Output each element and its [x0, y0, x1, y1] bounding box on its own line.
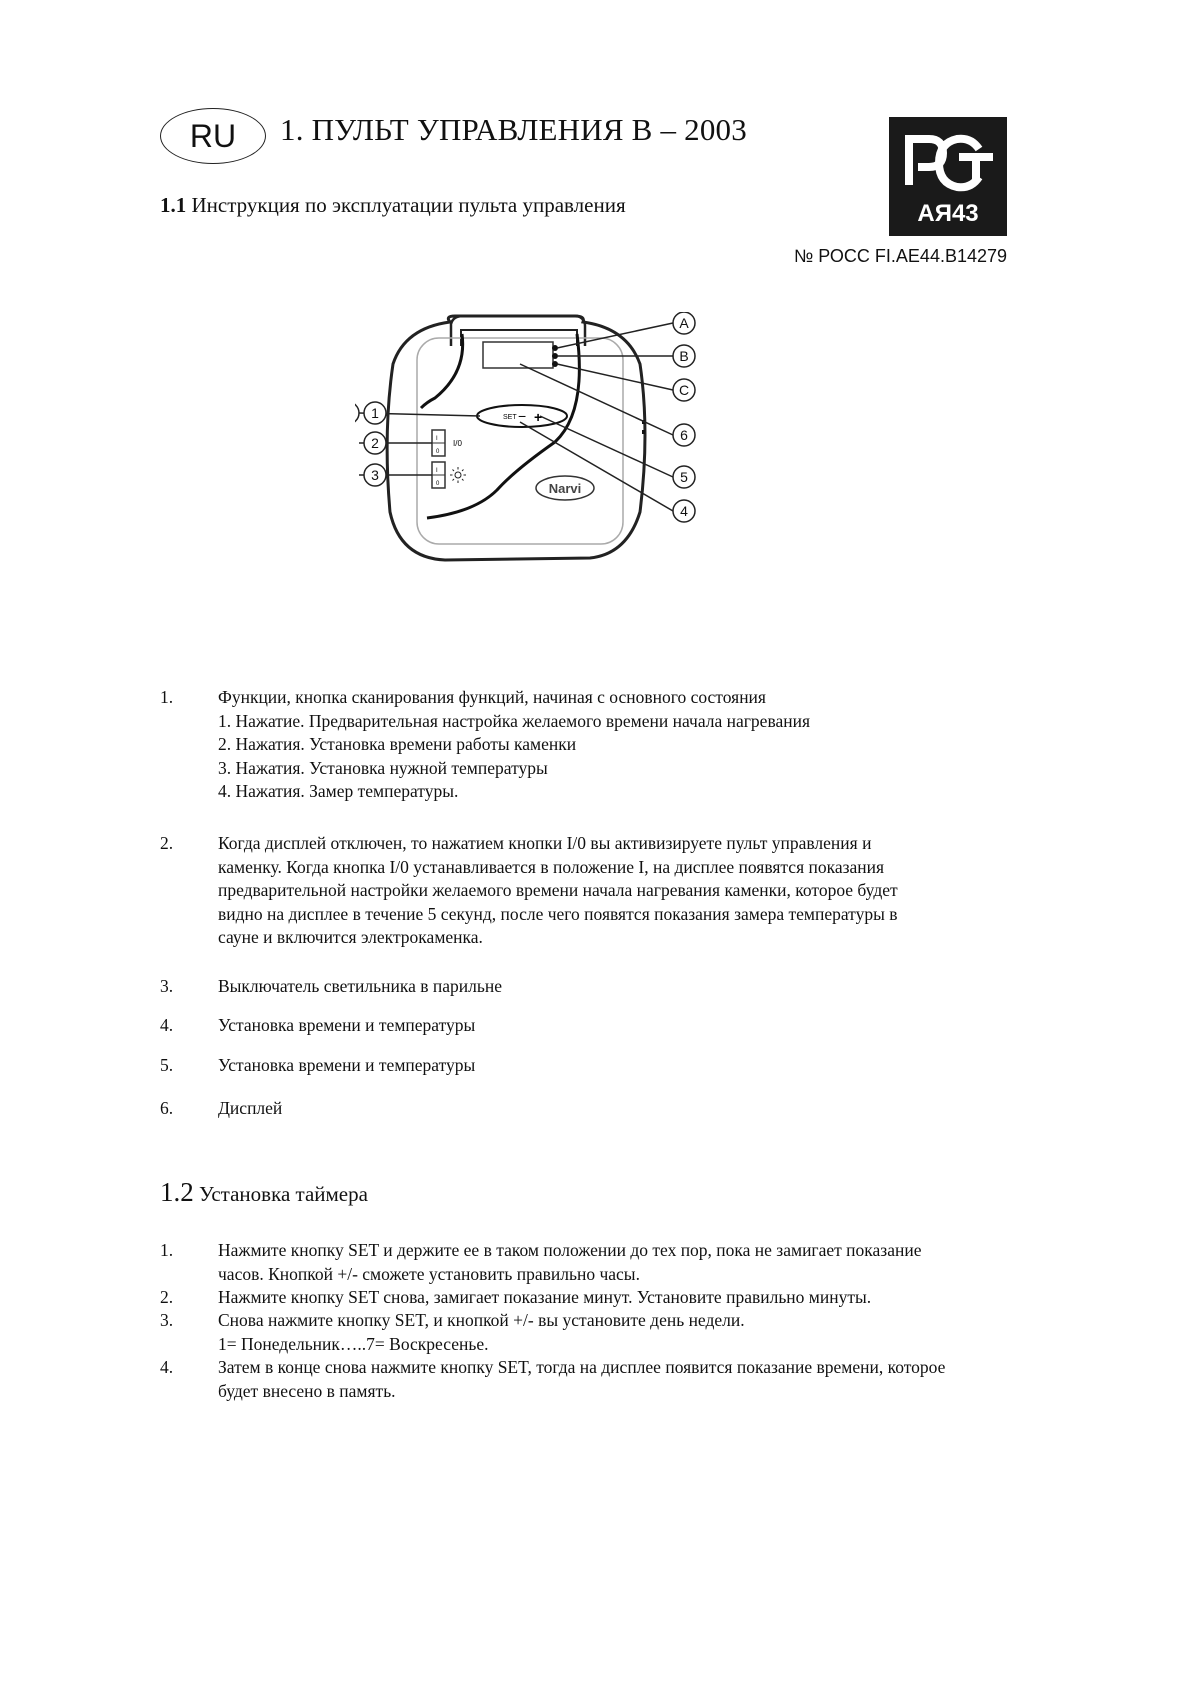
svg-text:3: 3 [371, 467, 379, 483]
certificate-number: № РОСС FI.AE44.B14279 [794, 246, 1008, 266]
power-switch-on: I [436, 436, 438, 442]
section-1-number: 1.1 [160, 193, 187, 217]
svg-text:2: 2 [371, 435, 379, 451]
svg-text:5: 5 [680, 469, 688, 485]
io-label: I/0 [453, 439, 462, 448]
set-label: SET [503, 414, 517, 421]
power-switch-off: 0 [436, 449, 440, 455]
svg-text:6: 6 [680, 427, 688, 443]
certification-code: АЯ43 [917, 200, 979, 227]
section-2-number: 1.2 [160, 1177, 194, 1207]
svg-text:0: 0 [436, 481, 440, 487]
svg-text:B: B [679, 348, 689, 364]
brand-name: Narvi [548, 481, 582, 496]
section-1-title: Инструкция по эксплуатации пульта управления [191, 193, 626, 217]
section-2-heading [160, 1177, 368, 1208]
certification-logo [889, 117, 1007, 236]
svg-text:I: I [436, 468, 438, 474]
section-2-title: Установка таймера [199, 1182, 368, 1206]
callout-1 [355, 402, 359, 424]
control-panel-diagram [355, 312, 765, 612]
left-callouts [361, 400, 389, 500]
svg-text:C: C [678, 382, 690, 398]
plus-label: + [534, 409, 543, 425]
svg-text:1: 1 [371, 405, 379, 421]
minus-label: − [518, 408, 527, 424]
svg-text:A: A [679, 315, 689, 331]
language-badge: RU [160, 108, 266, 164]
section-1-heading [160, 193, 626, 218]
svg-text:4: 4 [680, 503, 688, 519]
light-bulb-icon [450, 467, 466, 483]
page-title: 1. ПУЛЬТ УПРАВЛЕНИЯ В – 2003 [280, 112, 747, 147]
panel-outline [387, 316, 645, 560]
display-window [483, 342, 553, 368]
